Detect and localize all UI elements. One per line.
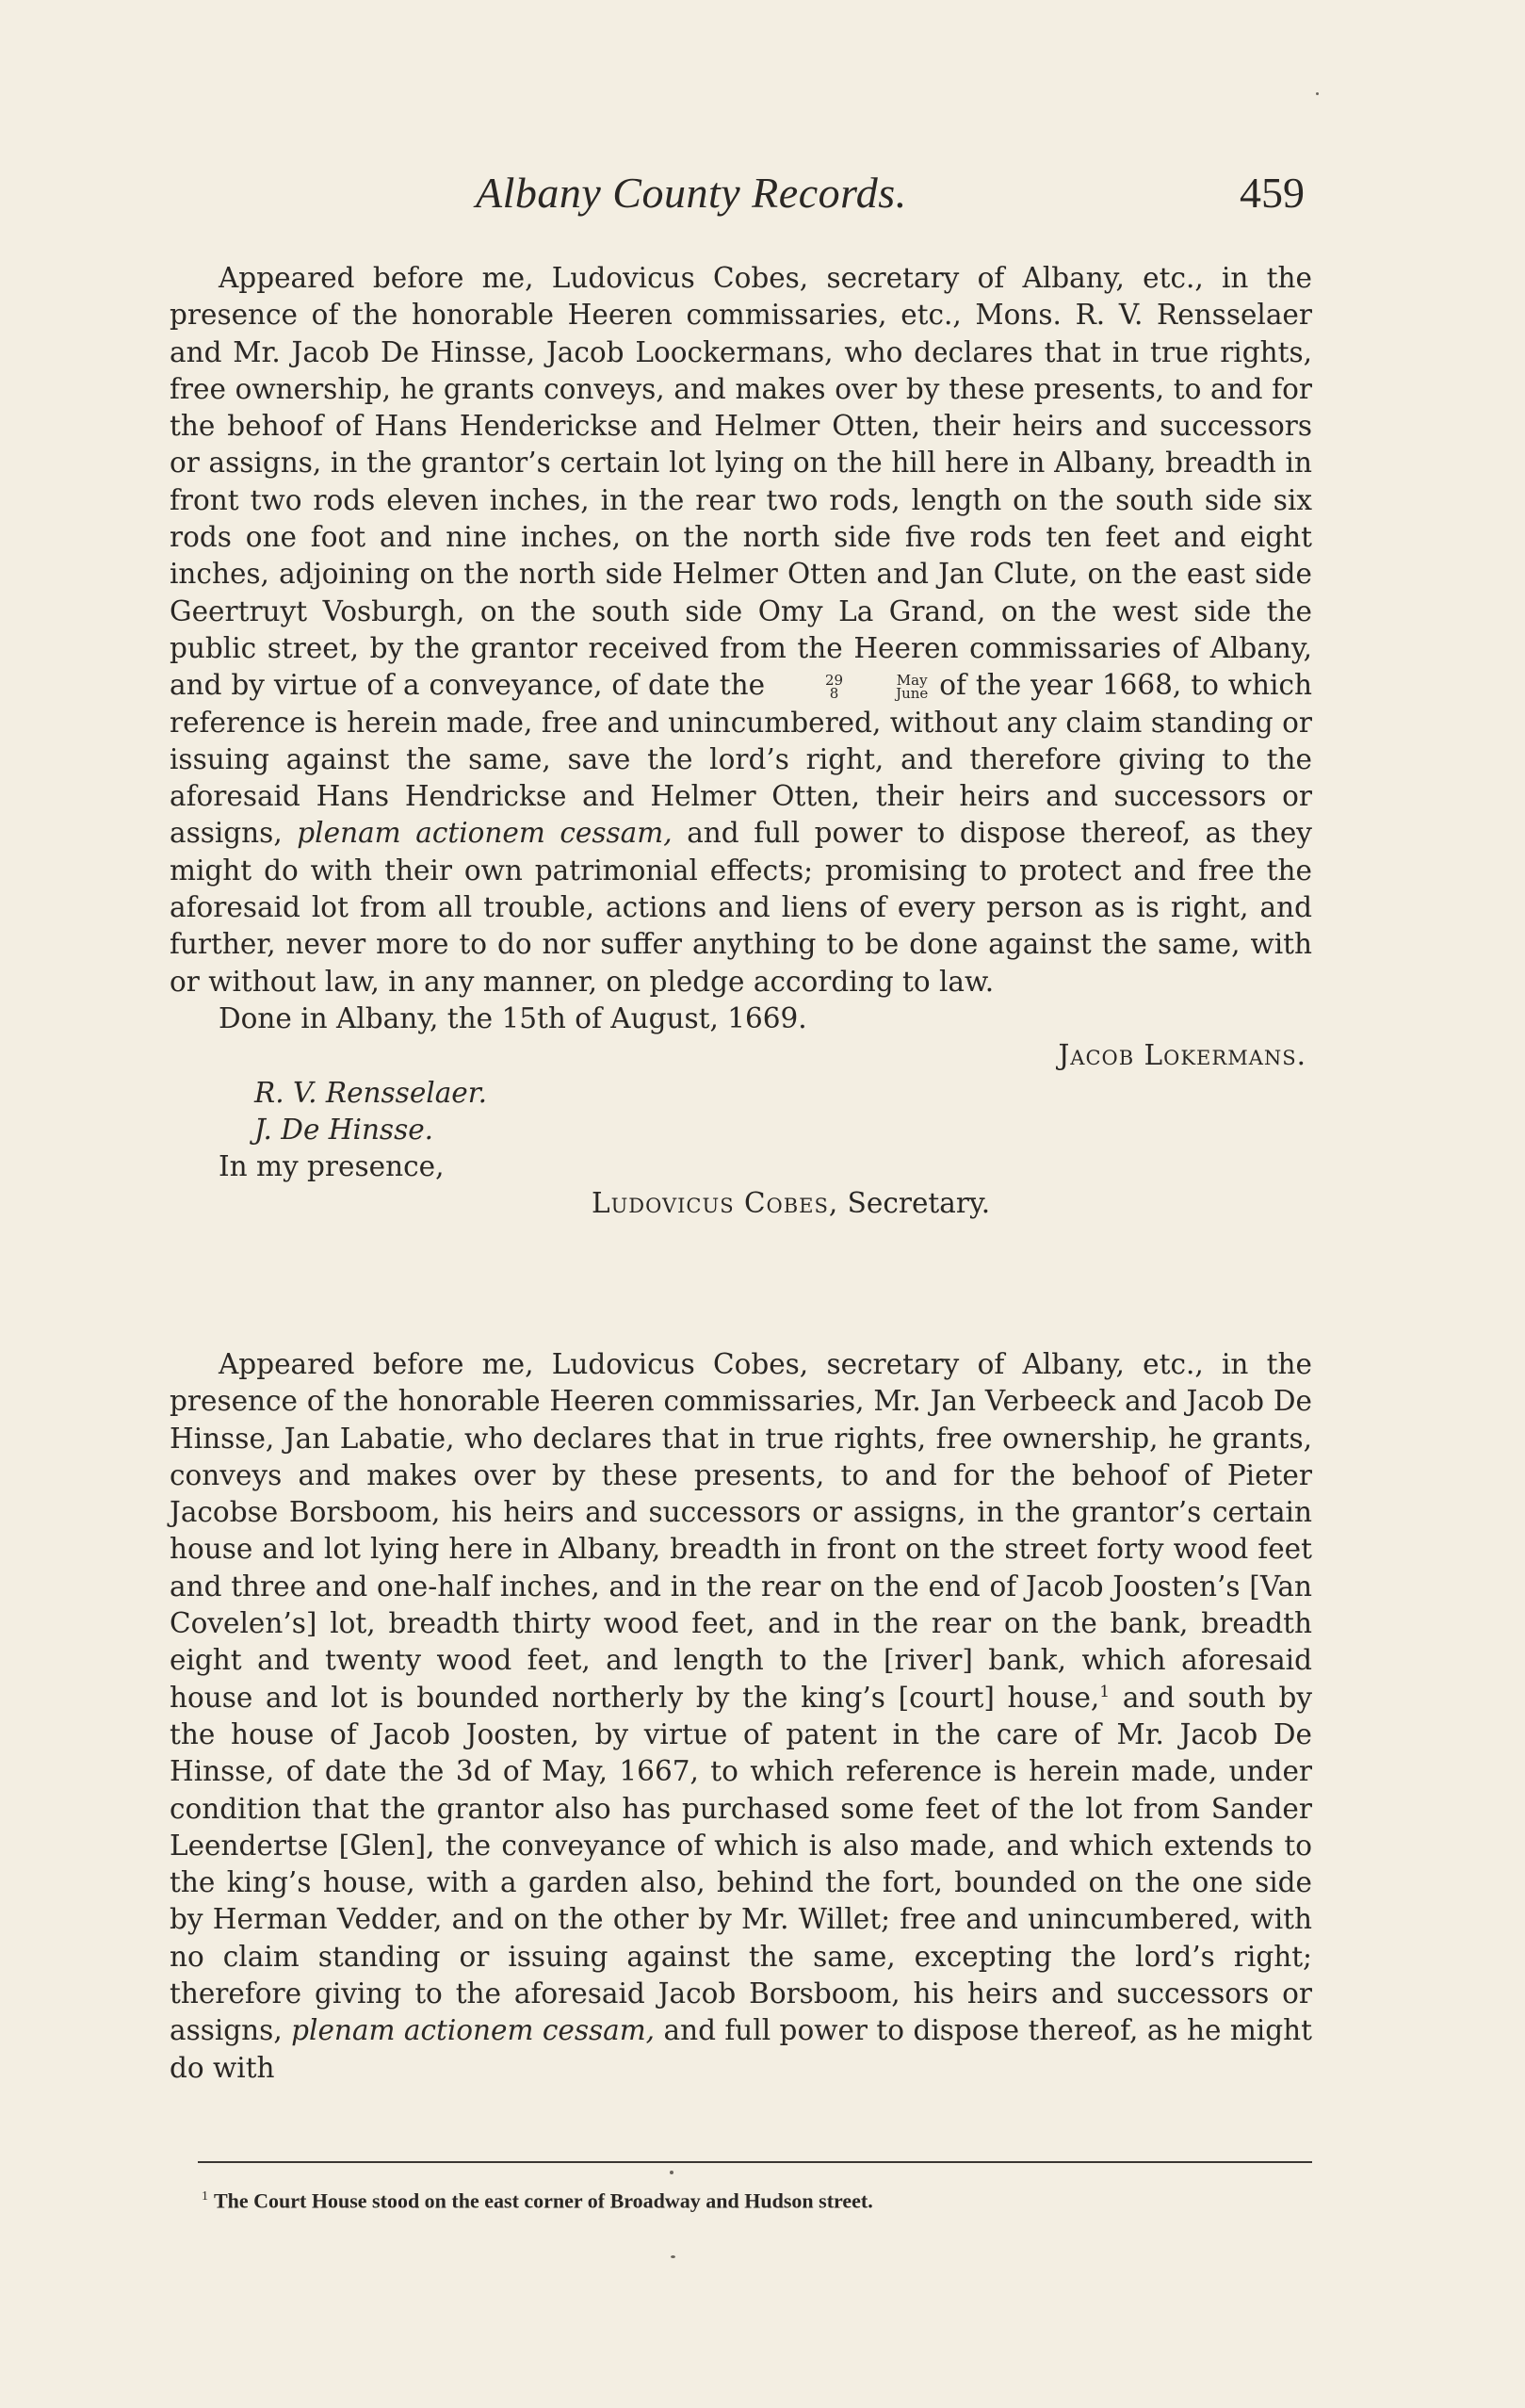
page-number: 459 — [1240, 169, 1305, 217]
presence-line: In my presence, — [219, 1150, 445, 1183]
deed-entry-loockermans — [170, 260, 1312, 1223]
deed-text-part2: of the year 1668, to which reference is herein made, free and unincumbered, without any claim standing or issuing against the same, save the lord’s right, and therefore giving to the aforesaid Hans Hendrickse and Helmer Otten, their heirs and successors or assigns, — [170, 669, 1312, 850]
footnote-text: The Court House stood on the east corner of Broadway and Hudson street. — [214, 2188, 873, 2213]
running-title: Albany County Records. — [476, 169, 907, 217]
date-fraction-day: 29 8 — [824, 672, 844, 703]
witness-signature: R. V. Rensselaer. — [254, 1076, 487, 1109]
footnote-reference: 1 — [1099, 1682, 1111, 1701]
witness-signature: J. De Hinsse. — [254, 1113, 434, 1146]
deed-text-part2: and south by the house of Jacob Joosten, by virtue of patent in the care of Mr. Jacob De Hinsse, of date the 3d of May, 1667, to which reference is herein made, under condition that the grantor also has purchased some feet of the lot from Sander Leendertse [Glen], the conveyance of which is also made, and which extends to the king’s house, with a garden also, behind the fort, bounded on the one side by Herman Vedder, and on the other by Mr. Willet; free and unincumbered, with no claim standing or issuing against the same, excepting the lord’s right; therefore giving to the aforesaid Jacob Borsboom, his heirs and successors or assigns, — [170, 1681, 1312, 2047]
deed-text-part3: and full power to dispose thereof, as they might do with their own patrimonial effects; promising to protect and free the aforesaid lot from all trouble, actions and liens of every person as is right, and further, never more to do nor suffer anything to be done against the same, with or without law, in any manner, on pledge according to law. — [170, 817, 1312, 998]
secretary-name: Ludovicus Cobes, — [592, 1187, 839, 1220]
latin-phrase: plenam actionem cessam, — [297, 817, 673, 850]
deed-paragraph — [170, 260, 1312, 1001]
secretary-signature — [170, 1185, 1312, 1222]
page-header — [476, 168, 1305, 234]
latin-phrase: plenam actionem cessam, — [291, 2014, 656, 2047]
date-fraction-month: May June — [896, 672, 929, 703]
deed-paragraph — [170, 1346, 1312, 2087]
paper-speck — [671, 2255, 675, 2258]
done-line: Done in Albany, the 15th of August, 1669. — [219, 1001, 807, 1034]
secretary-title: Secretary. — [847, 1187, 991, 1220]
paper-speck — [670, 2171, 673, 2174]
grantor-signature: Jacob Lokermans. — [1058, 1039, 1306, 1072]
deed-text-part3: and full power to dispose thereof, as he might do with — [170, 2014, 1312, 2084]
footnote-divider — [198, 2161, 1312, 2163]
footnote-marker: 1 — [202, 2189, 208, 2204]
footnote — [202, 2184, 873, 2214]
deed-text-part1: Appeared before me, Ludovicus Cobes, secretary of Albany, etc., in the presence of the honorable Heeren commissaries, etc., Mons. R. V. Rensselaer and Mr. Jacob De Hinsse, Jacob Loockermans, who declares that in true rights, free ownership, he grants conveys, and makes over by these presents, to and for the behoof of Hans Henderickse and Helmer Otten, their heirs and successors or assigns, in the grantor’s certain lot lying on the hill here in Albany, breadth in front two rods eleven inches, in the rear two rods, length on the south side six rods one foot and nine inches, on the north side five rods ten feet and eight inches, adjoining on the north side Helmer Otten and Jan Clute, on the east side Geertruyt Vosburgh, on the south side Omy La Grand, on the west side the public street, by the grantor received from the Heeren commissaries of Albany, and by virtue of a conveyance, of date the — [170, 262, 1312, 702]
deed-entry-labatie — [170, 1346, 1312, 2087]
paper-speck — [1316, 92, 1319, 95]
deed-text-part1: Appeared before me, Ludovicus Cobes, secretary of Albany, etc., in the presence of the honorable Heeren commissaries, Mr. Jan Verbeeck and Jacob De Hinsse, Jan Labatie, who declares that in true rights, free ownership, he grants, conveys and makes over by these presents, to and for the behoof of Pieter Jacobse Borsboom, his heirs and successors or assigns, in the grantor’s certain house and lot lying here in Albany, breadth in front on the street forty wood feet and three and one-half inches, and in the rear on the end of Jacob Joosten’s [Van Covelen’s] lot, breadth thirty wood feet, and in the rear on the bank, breadth eight and twenty wood feet, and length to the [river] bank, which aforesaid house and lot is bounded northerly by the king’s [court] house, — [170, 1348, 1312, 1714]
